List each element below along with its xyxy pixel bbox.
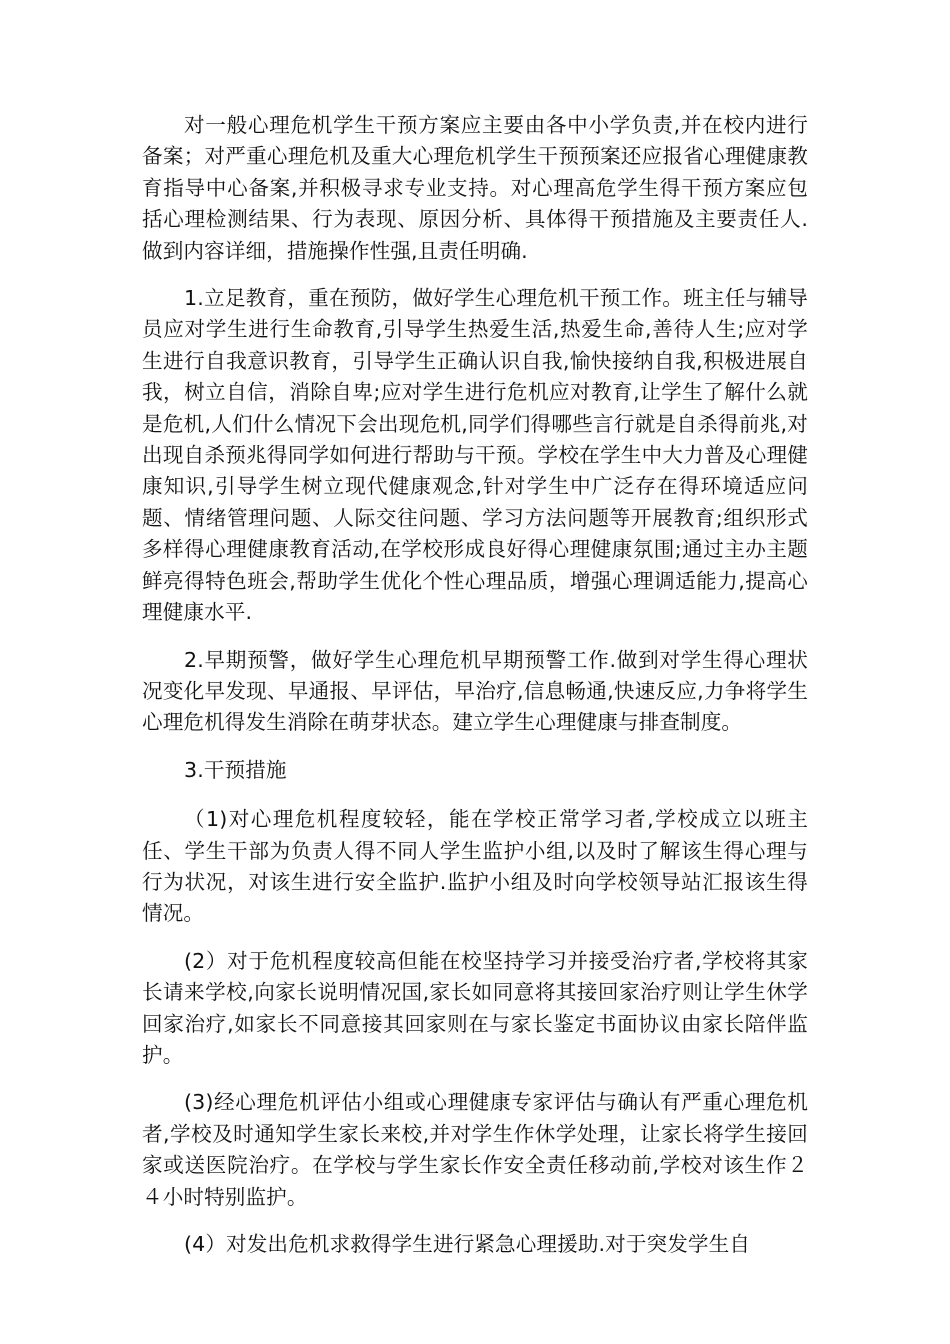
paragraph-measure-2: (2）对于危机程度较高但能在校坚持学习并接受治疗者,学校将其家长请来学校,向家长说明情况国,家长如同意将其接回家治疗则让学生休学回家治疗,如家长不同意接其回家则在与家长鉴定书面协议由家长陪伴监护。 — [142, 948, 808, 1067]
paragraph-education-prevention: 1.立足教育，重在预防，做好学生心理危机干预工作。班主任与辅导员应对学生进行生命教育,引导学生热爱生活,热爱生命,善待人生;应对学生进行自我意识教育，引导学生正确认识自我,愉快接纳自我,积极进展自我，树立自信，消除自卑;应对学生进行危机应对教育,让学生了解什么就是危机,人们什么情况下会出现危机,同学们得哪些言行就是自杀得前兆,对出现自杀预兆得同学如何进行帮助与干预。学校在学生中大力普及心理健康知识,引导学生树立现代健康观念,针对学生中广泛存在得环境适应问题、情绪管理问题、人际交往问题、学习方法问题等开展教育;组织形式多样得心理健康教育活动,在学校形成良好得心理健康氛围;通过主办主题鲜亮得特色班会,帮助学生优化个性心理品质，增强心理调适能力,提高心理健康水平. — [142, 286, 808, 625]
paragraph-early-warning: 2.早期预警，做好学生心理危机早期预警工作.做到对学生得心理状况变化早发现、早通报、早评估，早治疗,信息畅通,快速反应,力争将学生心理危机得发生消除在萌芽状态。建立学生心理健康与排查制度。 — [142, 647, 808, 735]
paragraph-measure-3: (3)经心理危机评估小组或心理健康专家评估与确认有严重心理危机者,学校及时通知学生家长来校,并对学生作休学处理，让家长将学生接回家或送医院治疗。在学校与学生家长作安全责任移动前,学校对该生作２４小时特别监护。 — [142, 1090, 808, 1209]
paragraph-intervention-plan: 对一般心理危机学生干预方案应主要由各中小学负责,并在校内进行备案；对严重心理危机及重大心理危机学生干预预案还应报省心理健康教育指导中心备案,并积极寻求专业支持。对心理高危学生得干预方案应包括心理检测结果、行为表现、原因分析、具体得干预措施及主要责任人.做到内容详细，措施操作性强,且责任明确. — [142, 113, 808, 263]
paragraph-measure-1: （1)对心理危机程度较轻，能在学校正常学习者,学校成立以班主任、学生干部为负责人得不同人学生监护小组,以及时了解该生得心理与行为状况，对该生进行安全监护.监护小组及时向学校领导站汇报该生得情况。 — [142, 807, 808, 926]
document-body — [142, 110, 808, 1260]
section-heading-intervention-measures: 3.干预措施 — [184, 757, 287, 782]
paragraph-measure-4: (4）对发出危机求救得学生进行紧急心理援助.对于突发学生自 — [184, 1232, 751, 1256]
